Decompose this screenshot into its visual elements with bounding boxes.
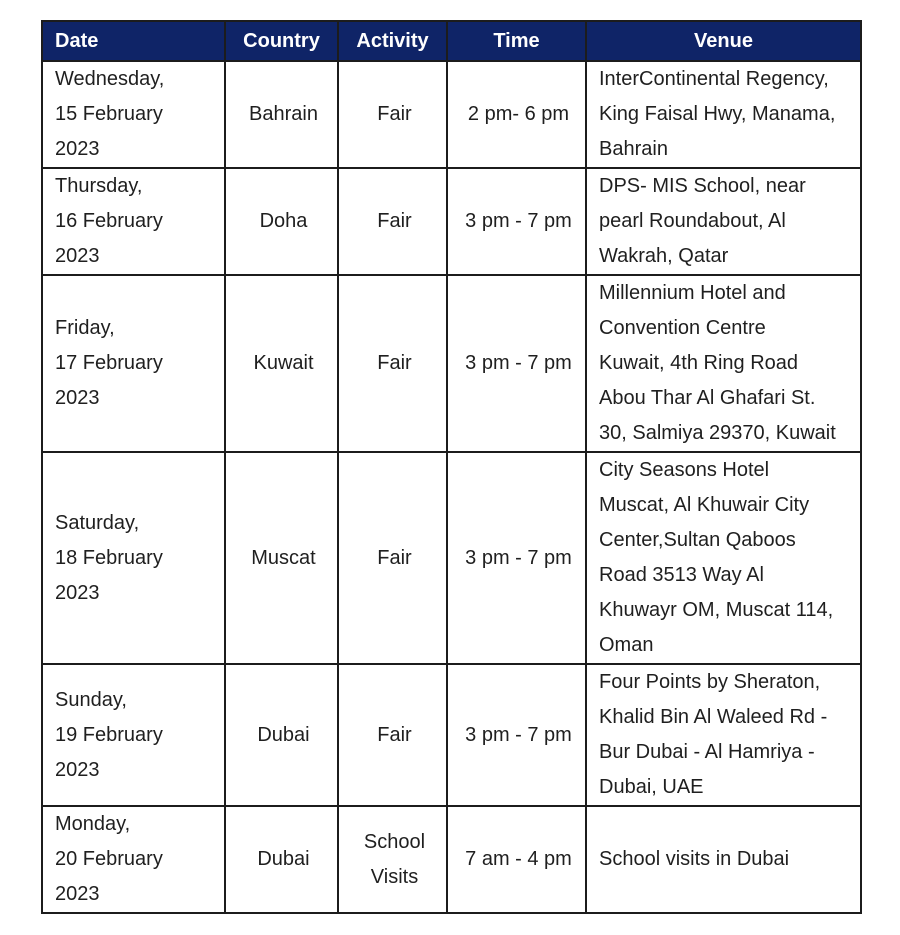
date-line: 2023 xyxy=(55,581,100,604)
venue-line: Abou Thar Al Ghafari St. xyxy=(599,387,816,409)
venue-cell xyxy=(586,664,861,806)
date-line: 15 February xyxy=(55,103,163,125)
venue-line: Wakrah, Qatar xyxy=(599,245,729,267)
activity-cell xyxy=(338,806,447,913)
venue-line: Road 3513 Way Al xyxy=(599,564,764,586)
date-line: 19 February xyxy=(55,723,163,746)
date-line: 2023 xyxy=(55,883,100,905)
venue-line: InterContinental Regency, xyxy=(599,68,829,90)
country-cell: Kuwait xyxy=(225,275,338,452)
venue-line: King Faisal Hwy, Manama, xyxy=(599,103,836,125)
table-row xyxy=(42,664,861,806)
date-line: Friday, xyxy=(55,317,115,339)
time-cell: 3 pm - 7 pm xyxy=(447,664,586,806)
date-line: 20 February xyxy=(55,848,163,870)
header-row xyxy=(42,21,861,61)
time-cell: 7 am - 4 pm xyxy=(447,806,586,913)
activity-line: Visits xyxy=(370,865,419,888)
date-line: 18 February xyxy=(55,546,163,569)
venue-line: Convention Centre xyxy=(599,317,766,339)
activity-line: Fair xyxy=(377,103,412,125)
date-cell xyxy=(42,806,225,913)
date-cell xyxy=(42,664,225,806)
venue-line: Muscat, Al Khuwair City xyxy=(599,494,810,516)
venue-line: Center,Sultan Qaboos xyxy=(599,529,796,551)
date-line: 2023 xyxy=(55,387,100,409)
venue-line: Oman xyxy=(599,634,654,656)
date-line: Monday, xyxy=(55,813,131,835)
country-cell: Doha xyxy=(225,168,338,275)
country-cell: Muscat xyxy=(225,452,338,664)
venue-cell xyxy=(586,61,861,168)
date-line: 17 February xyxy=(55,352,163,374)
venue-line: Dubai, UAE xyxy=(599,776,704,798)
venue-line: Khuwayr OM, Muscat 114, xyxy=(599,599,834,621)
country-cell: Dubai xyxy=(225,664,338,806)
date-line: 2023 xyxy=(55,138,100,160)
activity-cell xyxy=(338,61,447,168)
venue-line: Bahrain xyxy=(599,138,668,160)
country-cell: Bahrain xyxy=(225,61,338,168)
date-cell xyxy=(42,168,225,275)
table-body xyxy=(42,61,861,913)
venue-cell xyxy=(586,452,861,664)
venue-line: Kuwait, 4th Ring Road xyxy=(599,352,799,374)
activity-line: Fair xyxy=(377,723,412,746)
activity-cell xyxy=(338,452,447,664)
date-cell xyxy=(42,452,225,664)
header-date: Date xyxy=(42,21,225,61)
table-row xyxy=(42,452,861,664)
venue-line: Four Points by Sheraton, xyxy=(599,671,821,693)
venue-line: 30, Salmiya 29370, Kuwait xyxy=(599,422,836,444)
activity-line: Fair xyxy=(377,210,412,232)
venue-line: Khalid Bin Al Waleed Rd - xyxy=(599,706,828,728)
date-cell xyxy=(42,61,225,168)
time-cell: 3 pm - 7 pm xyxy=(447,452,586,664)
table-row xyxy=(42,806,861,913)
activity-line: Fair xyxy=(377,352,412,374)
activity-cell xyxy=(338,275,447,452)
activity-line: Fair xyxy=(377,546,412,569)
venue-line: DPS- MIS School, near xyxy=(599,175,806,197)
activity-cell xyxy=(338,168,447,275)
header-activity: Activity xyxy=(338,21,447,61)
venue-line: Bur Dubai - Al Hamriya - xyxy=(599,741,815,763)
date-line: Saturday, xyxy=(55,511,140,534)
header-time: Time xyxy=(447,21,586,61)
venue-line: Millennium Hotel and xyxy=(599,282,786,304)
country-cell: Dubai xyxy=(225,806,338,913)
venue-cell xyxy=(586,168,861,275)
schedule-table xyxy=(41,20,862,914)
table-row xyxy=(42,61,861,168)
venue-line: City Seasons Hotel xyxy=(599,459,770,481)
date-line: 16 February xyxy=(55,210,163,232)
date-line: Wednesday, xyxy=(55,68,165,90)
table-row xyxy=(42,168,861,275)
date-line: Thursday, xyxy=(55,175,143,197)
header-country: Country xyxy=(225,21,338,61)
date-line: 2023 xyxy=(55,758,100,781)
time-cell: 2 pm- 6 pm xyxy=(447,61,586,168)
table-row xyxy=(42,275,861,452)
venue-cell xyxy=(586,275,861,452)
activity-cell xyxy=(338,664,447,806)
venue-line: pearl Roundabout, Al xyxy=(599,210,786,232)
header-venue: Venue xyxy=(586,21,861,61)
venue-cell xyxy=(586,806,861,913)
venue-line: School visits in Dubai xyxy=(599,848,790,870)
date-cell xyxy=(42,275,225,452)
time-cell: 3 pm - 7 pm xyxy=(447,275,586,452)
table-header xyxy=(42,21,861,61)
activity-line: School xyxy=(363,830,426,853)
date-line: Sunday, xyxy=(55,688,127,711)
date-line: 2023 xyxy=(55,245,100,267)
time-cell: 3 pm - 7 pm xyxy=(447,168,586,275)
